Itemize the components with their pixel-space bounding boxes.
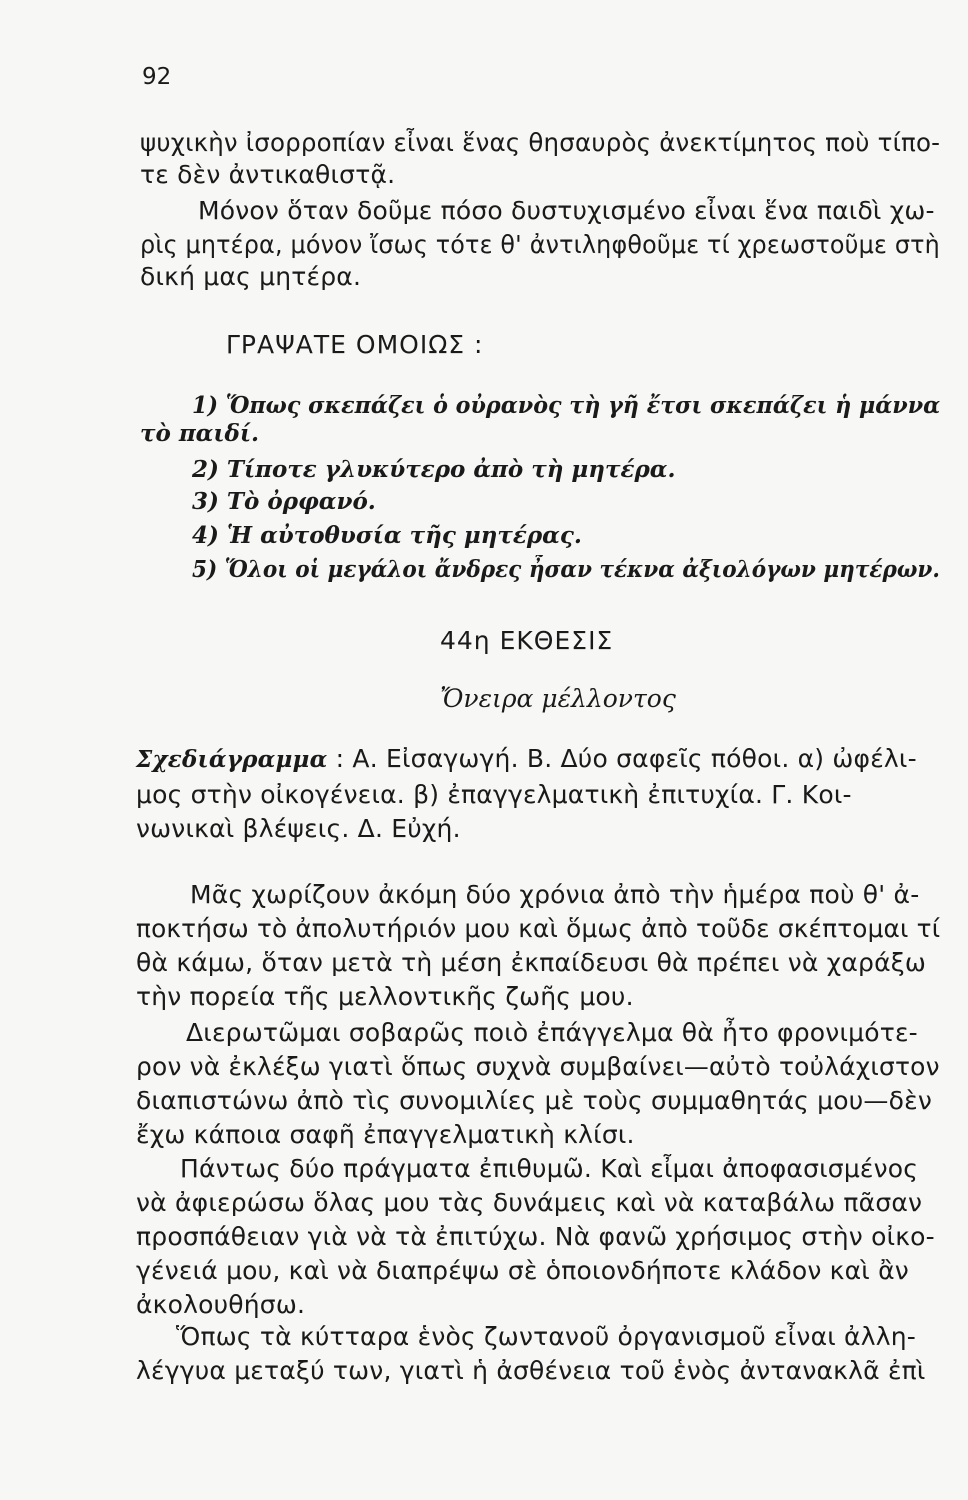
topic-item: 2) Τίποτε γλυκύτερο ἀπὸ τὴ μητέρα.	[192, 456, 676, 483]
intro-line: τε δὲν ἀντικαθιστᾷ.	[140, 160, 396, 189]
intro-line: Μόνον ὅταν δοῦμε πόσο δυστυχισμένο εἶναι ἕνα παιδὶ χω-	[198, 196, 935, 225]
outline-line: μος στὴν οἰκογένεια. β) ἐπαγγελματικὴ ἐπιτυχία. Γ. Κοι-	[136, 780, 852, 809]
outline-line: νωνικαὶ βλέψεις. Δ. Εὐχή.	[136, 814, 461, 843]
page-number: 92	[142, 64, 172, 90]
topic-item: 5) Ὅλοι οἱ μεγάλοι ἄνδρες ἦσαν τέκνα ἀξιολόγων μητέρων.	[192, 556, 940, 583]
essay-title: Ὄνειρα μέλλοντος	[440, 684, 676, 713]
topic-item: 4) Ἡ αὐτοθυσία τῆς μητέρας.	[192, 522, 582, 549]
intro-line: ρὶς μητέρα, μόνον ἴσως τότε θ' ἀντιληφθοῦμε τί χρεωστοῦμε στὴ	[140, 230, 940, 259]
body-line: γένειά μου, καὶ νὰ διαπρέψω σὲ ὁποιονδήποτε κλάδον καὶ ἂν	[136, 1256, 909, 1285]
body-line: ἔχω κάποια σαφῆ ἐπαγγελματικὴ κλίσι.	[136, 1120, 635, 1149]
body-line: Ὅπως τὰ κύτταρα ἑνὸς ζωντανοῦ ὀργανισμοῦ εἶναι ἀλλη-	[176, 1322, 916, 1351]
body-line: λέγγυα μεταξύ των, γιατὶ ἡ ἀσθένεια τοῦ ἑνὸς ἀντανακλᾶ ἐπὶ	[136, 1356, 926, 1385]
write-similarly-heading: ΓΡΑΨΑΤΕ ΟΜΟΙΩΣ :	[226, 330, 484, 359]
topic-item: 3) Τὸ ὀρφανό.	[192, 488, 376, 515]
body-line: θὰ κάμω, ὅταν μετὰ τὴ μέση ἐκπαίδευσι θὰ πρέπει νὰ χαράξω	[136, 948, 927, 977]
intro-line: ψυχικὴν ἰσορροπίαν εἶναι ἕνας θησαυρὸς ἀνεκτίμητος ποὺ τίπο-	[140, 128, 941, 157]
body-line: Διερωτῶμαι σοβαρῶς ποιὸ ἐπάγγελμα θὰ ἦτο φρονιμότε-	[186, 1018, 918, 1047]
body-line: ποκτήσω τὸ ἀπολυτήριόν μου καὶ ὅμως ἀπὸ τοῦδε σκέπτομαι τί	[136, 914, 941, 943]
body-line: ρον νὰ ἐκλέξω γιατὶ ὅπως συχνὰ συμβαίνει—αὐτὸ τοὐλάχιστον	[136, 1052, 940, 1081]
intro-line: δική μας μητέρα.	[140, 262, 362, 291]
body-line: Μᾶς χωρίζουν ἀκόμη δύο χρόνια ἀπὸ τὴν ἡμέρα ποὺ θ' ἀ-	[190, 880, 920, 909]
body-line: τὴν πορεία τῆς μελλοντικῆς ζωῆς μου.	[136, 982, 634, 1011]
outline-text: : Α. Εἰσαγωγή. Β. Δύο σαφεῖς πόθοι. α) ὠφέλι-	[335, 744, 917, 773]
body-line: νὰ ἀφιερώσω ὅλας μου τὰς δυνάμεις καὶ νὰ καταβάλω πᾶσαν	[136, 1188, 923, 1217]
body-line: διαπιστώνω ἀπὸ τὶς συνομιλίες μὲ τοὺς συμμαθητάς μου—δὲν	[136, 1086, 932, 1115]
outline-first-line	[136, 744, 917, 773]
essay-number-heading: 44η ΕΚΘΕΣΙΣ	[440, 626, 614, 655]
topic-item: 1) Ὅπως σκεπάζει ὁ οὐρανὸς τὴ γῆ ἔτσι σκεπάζει ἡ μάννα	[192, 392, 941, 419]
topic-item-continuation: τὸ παιδί.	[140, 420, 259, 447]
body-line: Πάντως δύο πράγματα ἐπιθυμῶ. Καὶ εἶμαι ἀποφασισμένος	[180, 1154, 919, 1183]
outline-label: Σχεδιάγραμμα	[136, 746, 328, 773]
body-line: ἀκολουθήσω.	[136, 1290, 306, 1319]
body-line: προσπάθειαν γιὰ νὰ τὰ ἐπιτύχω. Νὰ φανῶ χρήσιμος στὴν οἰκο-	[136, 1222, 935, 1251]
